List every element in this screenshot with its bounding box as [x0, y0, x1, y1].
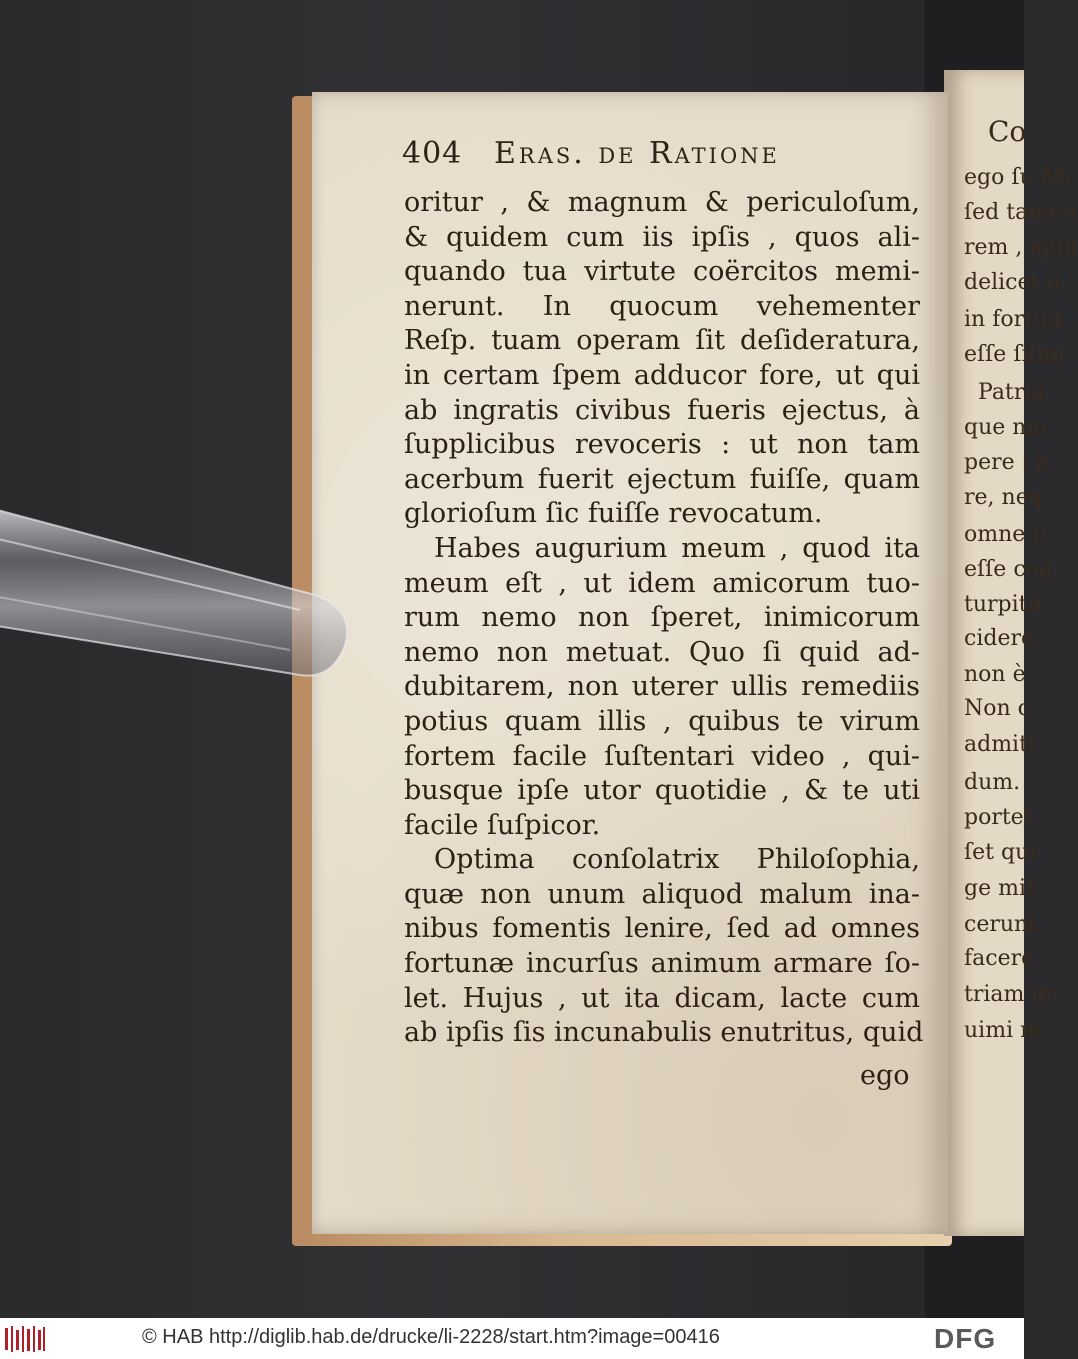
facing-page-fragment: que mu — [964, 415, 1048, 440]
facing-page-fragment: turpitu — [964, 592, 1042, 617]
text-line: ab ipſis ſis incunabulis enutritus, quid — [404, 1017, 924, 1049]
facing-page-fragment: pere : a — [964, 450, 1050, 475]
facing-page-fragment: delicet u — [964, 270, 1061, 295]
text-line: glorioſum ſic fuiſſe revocatum. — [404, 498, 823, 530]
facing-page-fragment: triam in — [964, 982, 1053, 1007]
dfg-logo: DFG — [934, 1323, 997, 1354]
facing-page-fragment: ſet qui — [964, 840, 1037, 865]
text-line: Optima conſolatrix Philoſophia, — [434, 844, 920, 876]
page-number: 404 — [402, 136, 463, 171]
facing-page-fragment: eſſe ſitan — [964, 342, 1065, 367]
facing-page-fragment: eſſe cog — [964, 557, 1053, 582]
text-line: dubitarem, non uterer ullis remediis — [404, 671, 920, 703]
text-line: acerbum fuerit ejectum fuiſſe, quam — [404, 463, 920, 495]
text-line: Reſp. tuam operam ſit deſideratura, — [404, 325, 920, 357]
facing-page-fragment: admitt — [964, 732, 1037, 757]
running-title: Eras. de Ratione — [494, 136, 780, 171]
facing-page — [944, 70, 1078, 1236]
text-line: meum eſt , ut idem amicorum tuo- — [404, 567, 920, 599]
text-line: busque ipſe utor quotidie , & te uti — [404, 775, 920, 807]
text-line: nemo non metuat. Quo ſi quid ad- — [404, 636, 920, 668]
text-line: facile ſuſpicor. — [404, 809, 601, 841]
facing-page-fragment: non è — [964, 662, 1026, 687]
facing-page-fragment: Co — [988, 115, 1027, 148]
facing-page-fragment: Patria — [978, 380, 1045, 405]
text-line: nibus fomentis lenire, ſed ad omnes — [404, 913, 920, 945]
facing-page-fragment: portet. — [964, 805, 1040, 830]
text-line: potius quam illis , quibus te virum — [404, 705, 920, 737]
facing-page-fragment: cerunt — [964, 912, 1038, 937]
facing-page-fragment: ego ſu Mi — [964, 165, 1071, 190]
text-line: & quidem cum iis ipſis , quos ali- — [404, 221, 920, 253]
facing-page-fragment: omne p — [964, 522, 1047, 547]
text-line: ab ingratis civibus fueris ejectus, à — [404, 394, 920, 426]
catchword: ego — [860, 1060, 910, 1091]
text-line: nerunt. In quocum vehementer — [404, 290, 920, 322]
text-line: oritur , & magnum & periculoſum, — [404, 187, 920, 218]
facing-page-fragment: ſed tamen — [964, 200, 1077, 225]
facing-page-fragment: rem , ajun — [964, 235, 1078, 260]
text-line: Habes augurium meum , quod ita — [434, 532, 920, 564]
facing-page-fragment: re, neq — [964, 485, 1043, 510]
facing-page-fragment: cidere. — [964, 626, 1041, 651]
text-line: let. Hujus , ut ita dicam, lacte cum — [404, 982, 920, 1014]
text-line: in certam ſpem adducor fore, ut qui — [404, 359, 920, 391]
facing-page-fragment: dum. — [964, 770, 1021, 795]
hab-barcode-logo-icon — [4, 1324, 46, 1354]
footer-bar — [0, 1318, 1024, 1359]
text-line: rum nemo non ſperet, inimicorum — [404, 602, 920, 634]
body-text — [404, 186, 924, 1051]
text-line: quæ non unum aliquod malum ina- — [404, 878, 920, 910]
running-head — [402, 136, 922, 176]
facing-page-fragment: ge miſ — [964, 876, 1035, 901]
copyright-url[interactable]: © HAB http://diglib.hab.de/drucke/li-2228/start.htm?image=00416 — [142, 1326, 720, 1348]
text-line: fortem facile ſuſtentari video , qui- — [404, 740, 920, 772]
facing-page-fragment: facere — [964, 946, 1035, 971]
text-line: quando tua virtute coërcitos memi- — [404, 256, 920, 288]
page-holder-rod — [0, 470, 380, 700]
facing-page-fragment: in fortun — [964, 307, 1062, 332]
facing-page-fragment: Non c — [964, 696, 1030, 721]
text-line: ſupplicibus revoceris : ut non tam — [404, 429, 920, 461]
facing-page-fragment: uimi m — [964, 1018, 1041, 1043]
text-line: fortunæ incurſus animum armare ſo- — [404, 948, 920, 980]
